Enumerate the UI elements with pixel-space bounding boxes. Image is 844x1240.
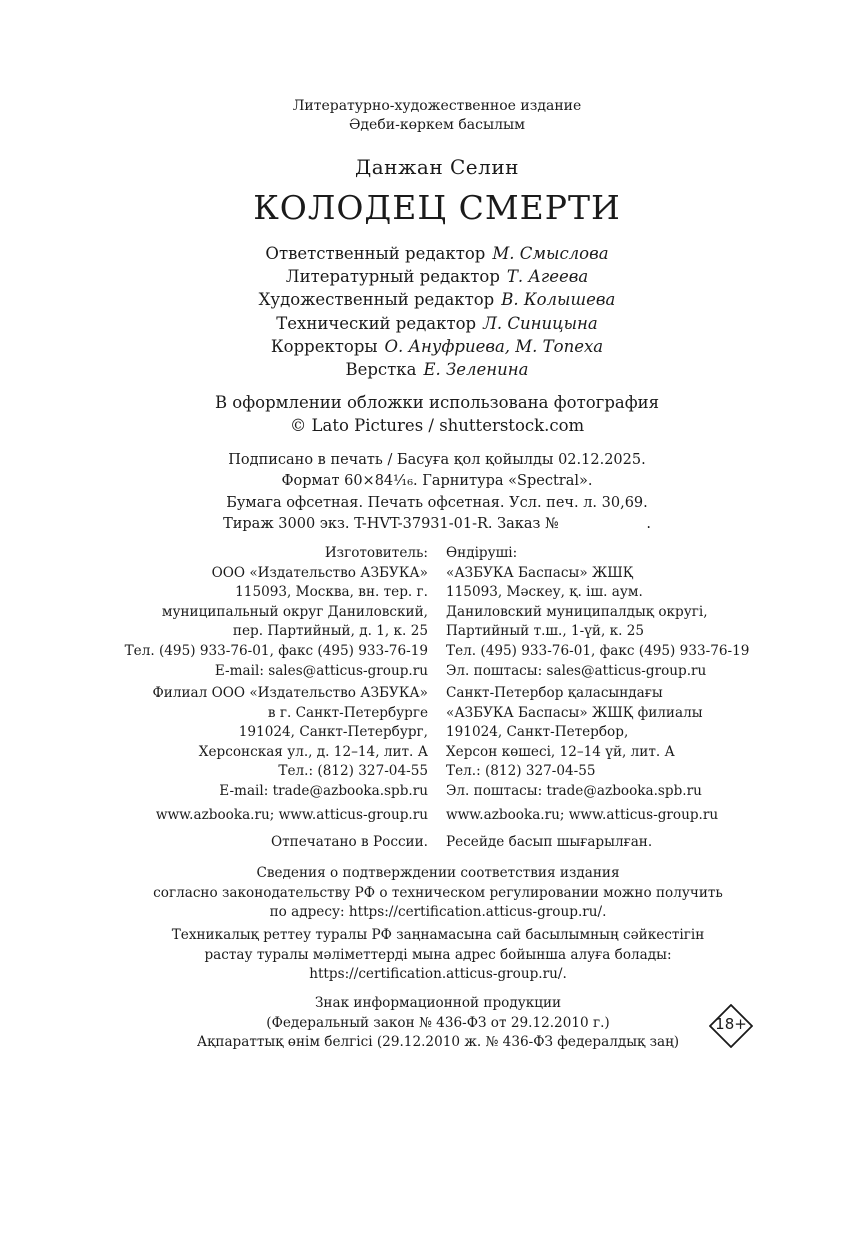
branch-city: «АЗБУКА Баспасы» ЖШҚ филиалы: [446, 704, 703, 721]
manufacturer-address: муниципальный округ Даниловский,: [161, 603, 428, 620]
credit-role: Корректоры: [270, 336, 378, 356]
websites-ru: [156, 806, 428, 826]
cover-photo-source: © Lato Pictures / shutterstock.com: [289, 415, 585, 435]
manufacturer-kz: [446, 544, 749, 681]
branch-address: 191024, Санкт-Петербург,: [238, 724, 428, 741]
manufacturer-address: Даниловский муниципалдық округі,: [446, 603, 708, 620]
certification-line: по адресу: https://certification.atticus-group.ru/.: [269, 904, 607, 920]
branch-ru: [152, 684, 428, 802]
branch-address: Херсон көшесі, 12–14 үй, лит. А: [446, 743, 675, 760]
manufacturer-email: Эл. поштасы: sales@atticus-group.ru: [446, 662, 707, 679]
manufacturer-address: пер. Партийный, д. 1, к. 25: [232, 623, 428, 640]
manufacturer-name: ООО «Издательство АЗБУКА»: [211, 564, 428, 581]
credit-name: В. Колышева: [501, 290, 616, 310]
cover-credit: [0, 392, 844, 437]
age-rating-label: 18+: [715, 1015, 747, 1033]
edition-type-ru: Литературно-художественное издание: [292, 98, 582, 114]
manufacturer-label: Өндіруші:: [446, 545, 518, 561]
websites-link: www.azbooka.ru; www.atticus-group.ru: [446, 807, 719, 823]
certification-line: https://certification.atticus-group.ru/.: [309, 966, 567, 982]
info-mark-line: Ақпараттық өнім белгісі (29.12.2010 ж. № 436-ФЗ федералдық заң): [196, 1034, 680, 1050]
edition-type-kz: Әдеби-көркем басылым: [348, 117, 526, 133]
manufacturer-phone: Тел. (495) 933-76-01, факс (495) 933-76-19: [124, 642, 428, 659]
print-format: Формат 60×84¹⁄₁₆. Гарнитура «Spectral».: [281, 473, 593, 490]
branch-kz: [446, 684, 703, 802]
manufacturer-label: Изготовитель:: [324, 545, 428, 561]
manufacturer-name: «АЗБУКА Баспасы» ЖШҚ: [446, 564, 634, 581]
branch-phone: Тел.: (812) 327-04-55: [278, 763, 428, 780]
credit-row: [0, 242, 844, 265]
credit-row: [0, 335, 844, 358]
credits-list: [0, 242, 844, 381]
book-title: КОЛОДЕЦ СМЕРТИ: [253, 188, 621, 227]
credit-row: [0, 265, 844, 288]
credit-row: [0, 288, 844, 311]
credit-name: Т. Агеева: [506, 267, 589, 287]
manufacturer-phone: Тел. (495) 933-76-01, факс (495) 933-76-19: [446, 642, 750, 659]
certification-line: растау туралы мәліметтерді мына адрес бойынша алуға болады:: [204, 946, 672, 963]
credit-role: Художественный редактор: [258, 290, 495, 310]
branch-address: 191024, Санкт-Петербор,: [446, 724, 629, 741]
manufacturer-ru: [125, 544, 428, 681]
printed-ru: [271, 833, 428, 853]
credit-name: О. Ануфриева, М. Топеха: [384, 336, 604, 356]
edition-type: [0, 97, 844, 135]
info-mark-line: Знак информационной продукции: [314, 995, 562, 1011]
print-run: Тираж 3000 экз. T-HVT-37931-01-R. Заказ № .: [223, 515, 651, 532]
manufacturer-address: 115093, Москва, вн. тер. г.: [235, 584, 428, 601]
book-author: Данжан Селин: [354, 155, 520, 179]
branch-city: в г. Санкт-Петербурге: [267, 704, 428, 721]
cover-credit-line: В оформлении обложки использована фотография: [214, 393, 660, 412]
branch-email: E-mail: trade@azbooka.spb.ru: [219, 782, 428, 799]
branch-address: Херсонская ул., д. 12–14, лит. А: [198, 743, 428, 760]
printed-kz: [446, 833, 652, 853]
branch-phone: Тел.: (812) 327-04-55: [446, 763, 596, 780]
printed-country: Отпечатано в России.: [270, 834, 428, 850]
manufacturer-address: Партийный т.ш., 1-үй, к. 25: [446, 623, 645, 640]
branch-name: Санкт-Петербор қаласындағы: [446, 685, 663, 701]
credit-row: [0, 358, 844, 381]
credit-name: Е. Зеленина: [423, 360, 529, 380]
credit-name: М. Смыслова: [492, 244, 609, 263]
branch-email: Эл. поштасы: trade@azbooka.spb.ru: [446, 782, 702, 799]
credit-role: Верстка: [345, 360, 417, 380]
certification-kz: [0, 926, 844, 985]
certification-ru: [0, 864, 844, 923]
credit-role: Ответственный редактор: [265, 244, 486, 263]
credit-name: Л. Синицына: [483, 313, 598, 333]
credit-role: Литературный редактор: [285, 267, 500, 287]
print-signed-date: Подписано в печать / Басуға қол қойылды 02.12.2025.: [228, 452, 646, 468]
certification-line: Сведения о подтверждении соответствия издания: [256, 865, 620, 881]
manufacturer-email: E-mail: sales@atticus-group.ru: [214, 662, 428, 679]
print-paper: Бумага офсетная. Печать офсетная. Усл. печ. л. 30,69.: [226, 494, 648, 511]
credit-row: [0, 312, 844, 335]
certification-line: Техникалық реттеу туралы РФ заңнамасына сай басылымның сәйкестігін: [171, 927, 705, 943]
credit-role: Технический редактор: [276, 313, 477, 333]
websites-kz: [446, 806, 718, 826]
certification-line: согласно законодательству РФ о техническом регулировании можно получить: [153, 884, 723, 901]
info-mark-line: (Федеральный закон № 436-ФЗ от 29.12.2010 г.): [266, 1014, 610, 1031]
manufacturer-address: 115093, Мәскеу, қ. іш. аум.: [446, 584, 643, 601]
branch-name: Филиал ООО «Издательство АЗБУКА»: [152, 685, 428, 701]
print-info: [0, 450, 844, 535]
websites-link: www.azbooka.ru; www.atticus-group.ru: [155, 807, 428, 823]
age-rating-badge: [709, 1004, 753, 1048]
printed-country: Ресейде басып шығарылған.: [446, 834, 653, 850]
